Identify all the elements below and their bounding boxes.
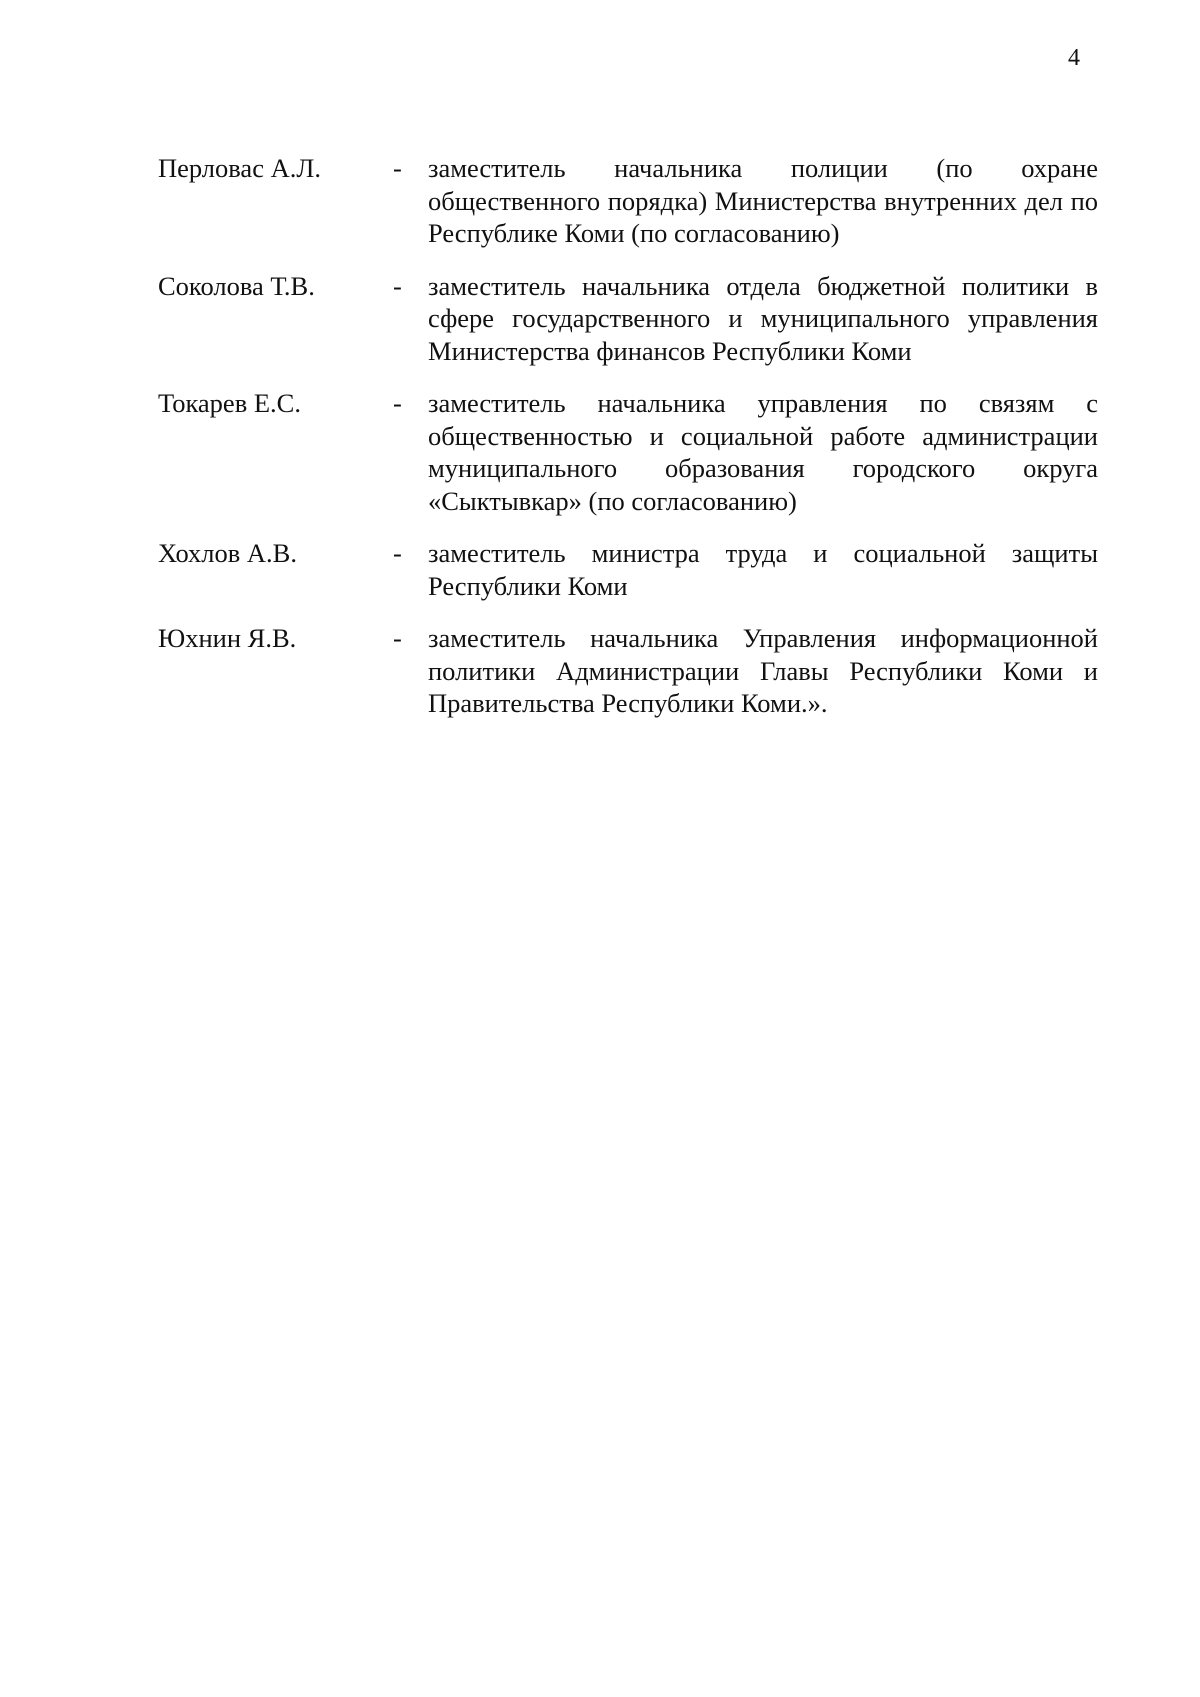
member-role: заместитель начальника управления по связям с общественностью и социальной работе администрации муниципального образования городского округа «Сыктывкар» (по согласованию) (428, 388, 1098, 516)
members-list (158, 152, 1098, 740)
member-name: Соколова Т.В. (158, 270, 315, 301)
member-row (158, 622, 1098, 720)
member-row (158, 387, 1098, 517)
member-name: Токарев Е.С. (158, 388, 301, 418)
member-row (158, 270, 1098, 368)
member-dash: - (393, 623, 402, 653)
member-dash: - (393, 270, 402, 301)
member-name: Хохлов А.В. (158, 538, 297, 568)
member-role: заместитель министра труда и социальной защиты Республики Коми (428, 538, 1098, 601)
member-name: Перловас А.Л. (158, 153, 321, 183)
member-row (158, 537, 1098, 602)
member-role: заместитель начальника отдела бюджетной политики в сфере государственного и муниципального управления Министерства финансов Республики Коми (428, 270, 1098, 366)
page-number: 4 (1068, 45, 1080, 71)
member-dash: - (393, 388, 402, 418)
member-name: Юхнин Я.В. (158, 623, 297, 653)
member-dash: - (393, 153, 402, 183)
member-dash: - (393, 538, 402, 568)
member-row (158, 152, 1098, 250)
member-role: заместитель начальника Управления информационной политики Администрации Главы Республики Коми и Правительства Республики Коми.». (428, 623, 1098, 718)
member-role: заместитель начальника полиции (по охране общественного порядка) Министерства внутренних дел по Республике Коми (по согласованию) (428, 153, 1098, 248)
